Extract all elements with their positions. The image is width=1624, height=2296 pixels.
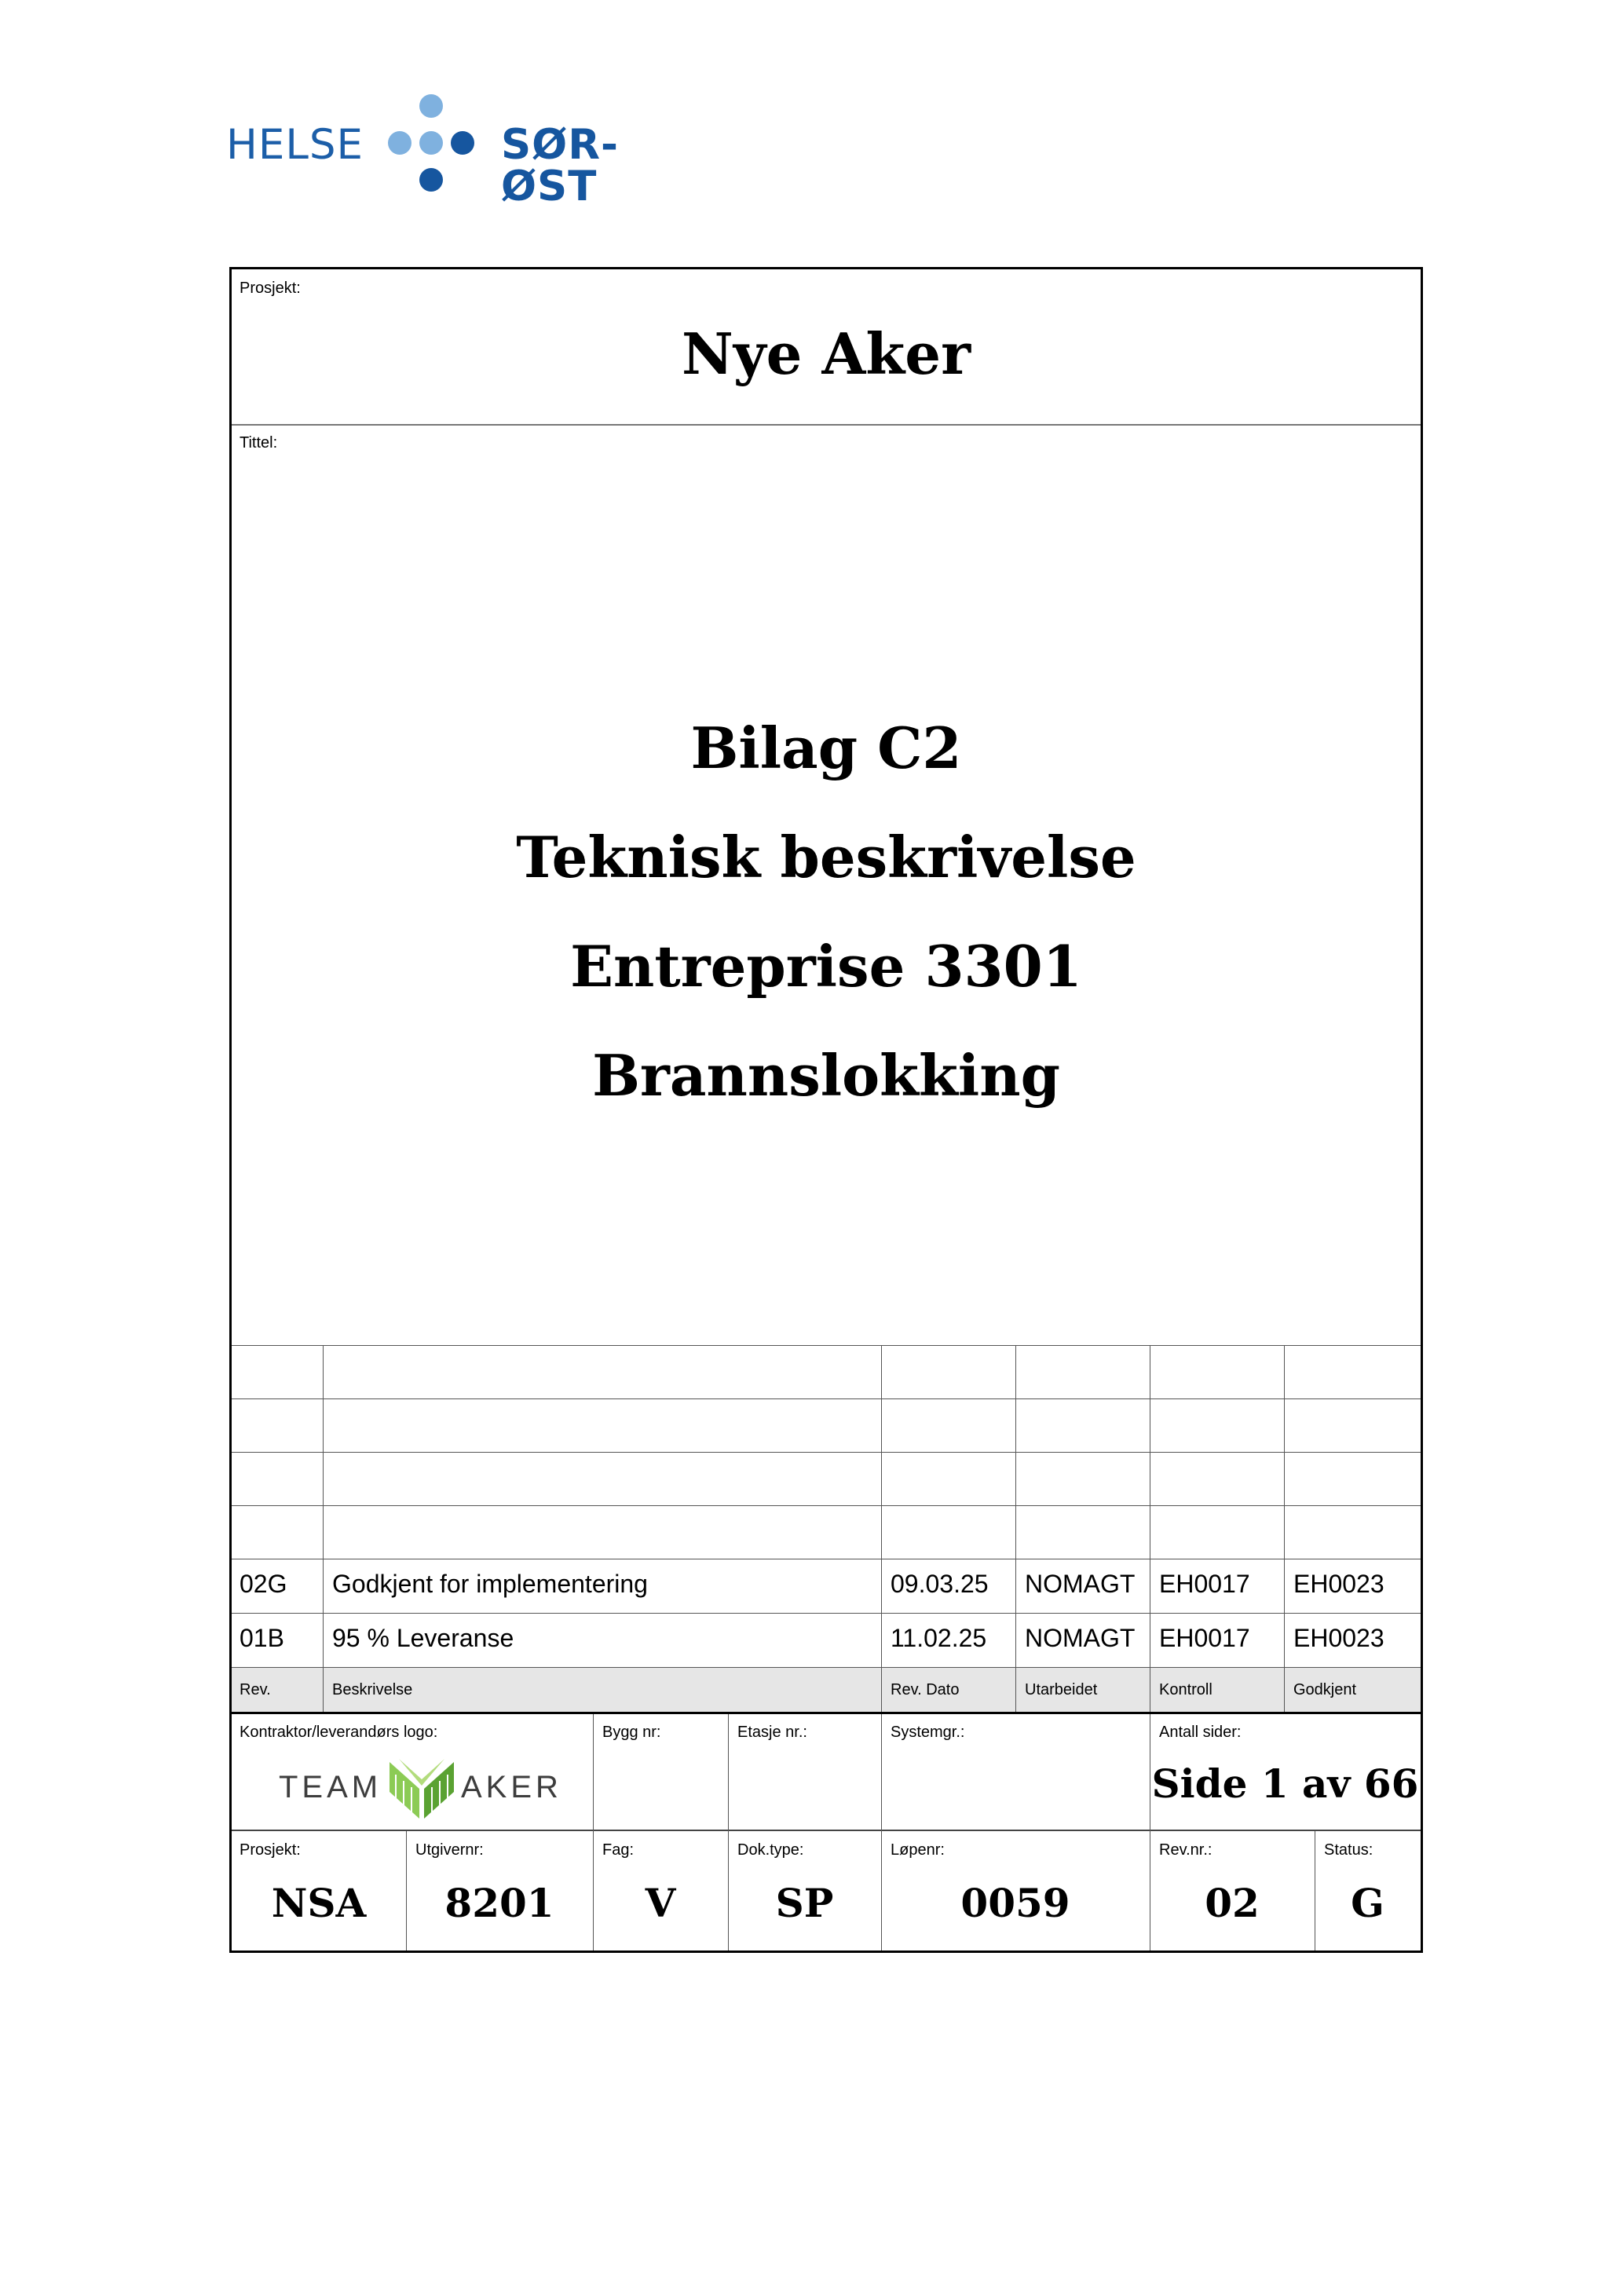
doctype-code: SP	[775, 1880, 834, 1926]
rev-date: 09.03.25	[891, 1570, 989, 1598]
title-line-4: Brannslokking	[592, 1042, 1060, 1109]
revision-number: 02	[1205, 1880, 1260, 1926]
contractor-logo-label: Kontraktor/leverandørs logo:	[240, 1724, 438, 1741]
title-line-1: Bilag C2	[690, 715, 962, 781]
title-line-2: Teknisk beskrivelse	[516, 824, 1136, 890]
logo-text-right: SØR-ØST	[501, 121, 620, 210]
team-aker-text-left: TEAM	[279, 1770, 382, 1804]
rev-code: 01B	[240, 1624, 284, 1652]
project-label: Prosjekt:	[240, 280, 301, 297]
pages-label: Antall sider:	[1159, 1724, 1242, 1741]
doctype-label: Dok.type:	[737, 1841, 804, 1859]
project-name: Nye Aker	[681, 320, 971, 387]
building-label: Bygg nr:	[602, 1724, 661, 1741]
rev-description: Godkjent for implementering	[332, 1570, 648, 1598]
header-description: Beskrivelse	[332, 1681, 413, 1698]
revno-label: Rev.nr.:	[1159, 1841, 1213, 1859]
status-code: G	[1351, 1880, 1384, 1926]
page-count: Side 1 av 66	[1151, 1760, 1419, 1807]
rev-prepared: NOMAGT	[1025, 1570, 1136, 1598]
team-aker-text-right: AKER	[461, 1770, 562, 1804]
title-label: Tittel:	[240, 434, 278, 452]
team-aker-logo	[279, 1757, 561, 1820]
rev-checked: EH0017	[1159, 1570, 1250, 1598]
serial-number: 0059	[960, 1880, 1070, 1926]
discipline-code: V	[645, 1880, 676, 1926]
status-label: Status:	[1324, 1841, 1373, 1859]
logo-text-left: HELSE	[226, 121, 364, 169]
rev-prepared: NOMAGT	[1025, 1624, 1136, 1652]
helse-sor-ost-logo	[226, 94, 713, 210]
serial-label: Løpenr:	[891, 1841, 945, 1859]
team-aker-mark-icon	[388, 1757, 455, 1820]
title-block-frame	[229, 267, 1423, 1953]
header-approved: Godkjent	[1293, 1681, 1357, 1698]
project-code-label: Prosjekt:	[240, 1841, 301, 1859]
rev-checked: EH0017	[1159, 1624, 1250, 1652]
title-line-3: Entreprise 3301	[570, 933, 1082, 1000]
header-checked: Kontroll	[1159, 1681, 1213, 1698]
header-rev-date: Rev. Dato	[891, 1681, 960, 1698]
rev-description: 95 % Leveranse	[332, 1624, 514, 1652]
document-title	[232, 693, 1421, 1130]
rev-approved: EH0023	[1293, 1624, 1384, 1652]
header-rev: Rev.	[240, 1681, 271, 1698]
header-prepared: Utarbeidet	[1025, 1681, 1098, 1698]
issuer-number: 8201	[444, 1880, 554, 1926]
system-label: Systemgr.:	[891, 1724, 965, 1741]
rev-date: 11.02.25	[891, 1624, 987, 1652]
project-code: NSA	[271, 1880, 367, 1926]
issuer-label: Utgivernr:	[415, 1841, 484, 1859]
rev-approved: EH0023	[1293, 1570, 1384, 1598]
floor-label: Etasje nr.:	[737, 1724, 807, 1741]
discipline-label: Fag:	[602, 1841, 635, 1859]
rev-code: 02G	[240, 1570, 287, 1598]
